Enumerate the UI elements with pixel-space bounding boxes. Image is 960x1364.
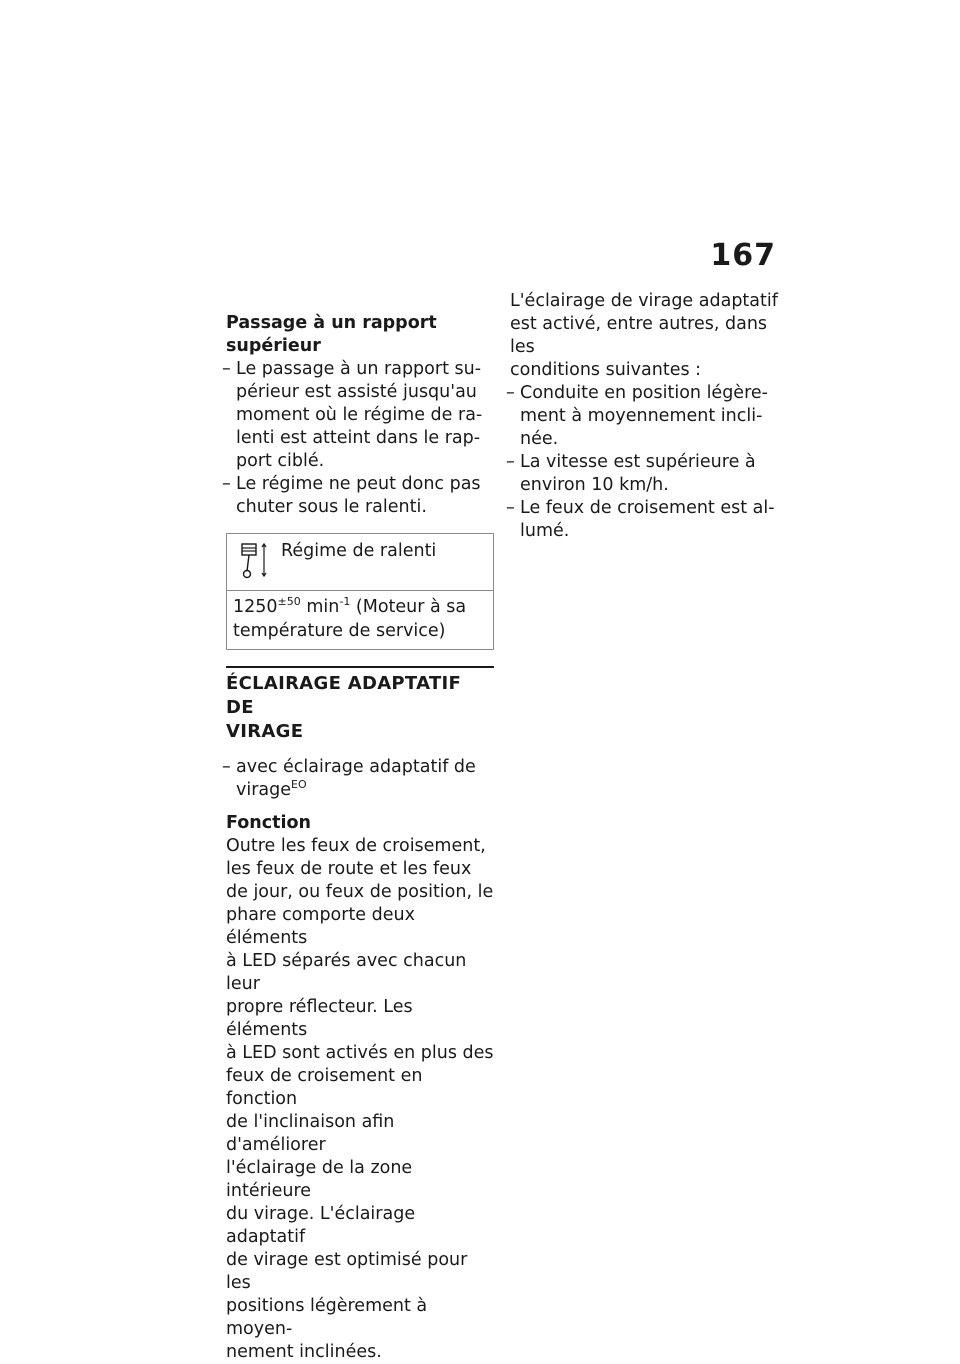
line: de jour, ou feux de position, le <box>226 882 494 902</box>
spec-number: 1250 <box>233 597 278 617</box>
line: l'éclairage de la zone intérieure <box>226 1158 413 1201</box>
intro-paragraph <box>510 290 782 382</box>
spec-header <box>227 534 493 591</box>
line: de virage est optimisé pour les <box>226 1250 468 1293</box>
dash-marker: – <box>222 757 231 777</box>
line: est activé, entre autres, dans les <box>510 314 768 357</box>
line: de l'inclinaison afin d'améliorer <box>226 1112 395 1155</box>
section-title <box>226 666 494 744</box>
spec-value <box>227 591 493 649</box>
line: née. <box>520 429 559 449</box>
spec-unit: min <box>306 597 340 617</box>
dash-marker: – <box>506 498 515 518</box>
right-column <box>506 290 782 543</box>
line: les feux de route et les feux <box>226 859 472 879</box>
heading-function: Fonction <box>226 813 311 833</box>
heading-line: Passage à un rapport <box>226 313 437 333</box>
list-item <box>506 497 782 543</box>
line: ment à moyennement incli- <box>520 406 763 426</box>
line: lenti est atteint dans le rap- <box>236 428 481 448</box>
line: conditions suivantes : <box>510 360 702 380</box>
line: phare comporte deux éléments <box>226 905 415 948</box>
spec-tolerance: ±50 <box>277 595 301 608</box>
conditions-list <box>506 382 782 543</box>
option-code: EO <box>291 778 307 791</box>
page-number: 167 <box>710 238 776 273</box>
spec-unit-exponent: -1 <box>339 595 351 608</box>
line: L'éclairage de virage adaptatif <box>510 291 778 311</box>
list-item <box>506 382 782 451</box>
spec-title: Régime de ralenti <box>281 541 437 561</box>
dash-marker: – <box>506 383 515 403</box>
line: Outre les feux de croisement, <box>226 836 486 856</box>
spec-note: (Moteur à sa <box>355 597 467 617</box>
list-item <box>222 358 494 473</box>
line: environ 10 km/h. <box>520 475 669 495</box>
dash-marker: – <box>222 474 231 494</box>
list-item <box>222 473 494 519</box>
line: propre réflecteur. Les éléments <box>226 997 413 1040</box>
dash-marker: – <box>222 359 231 379</box>
line: positions légèrement à moyen- <box>226 1296 428 1339</box>
line: moment où le régime de ra- <box>236 405 483 425</box>
line: virage <box>236 780 292 800</box>
line: à LED sont activés en plus des <box>226 1043 494 1063</box>
line: périeur est assisté jusqu'au <box>236 382 477 402</box>
line: lumé. <box>520 521 570 541</box>
line: à LED séparés avec chacun leur <box>226 951 467 994</box>
heading-line: supérieur <box>226 336 321 356</box>
option-list <box>222 756 494 802</box>
section-title-line: VIRAGE <box>226 721 304 742</box>
spec-box-idle-speed <box>226 533 494 650</box>
engine-piston-icon <box>239 540 269 580</box>
line: du virage. L'éclairage adaptatif <box>226 1204 416 1247</box>
line: nement inclinées. <box>226 1342 382 1362</box>
list-item <box>222 756 494 802</box>
function-paragraph <box>226 835 494 1364</box>
line: Le feux de croisement est al- <box>520 498 775 518</box>
line: avec éclairage adaptatif de <box>236 757 476 777</box>
left-column <box>222 312 494 1364</box>
line: chuter sous le ralenti. <box>236 497 427 517</box>
dash-marker: – <box>506 452 515 472</box>
list-item <box>506 451 782 497</box>
heading-gear-upshift <box>226 312 494 358</box>
line: port ciblé. <box>236 451 325 471</box>
line: feux de croisement en fonction <box>226 1066 423 1109</box>
spec-note: température de service) <box>233 621 446 641</box>
line: Le régime ne peut donc pas <box>236 474 481 494</box>
line: Conduite en position légère- <box>520 383 768 403</box>
section-title-line: ÉCLAIRAGE ADAPTATIF DE <box>226 673 462 718</box>
bullet-list-upshift <box>222 358 494 519</box>
line: Le passage à un rapport su- <box>236 359 482 379</box>
line: La vitesse est supérieure à <box>520 452 756 472</box>
